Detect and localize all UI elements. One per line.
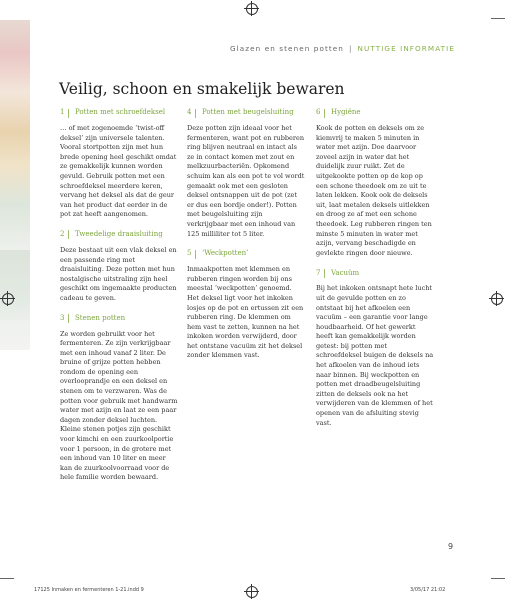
- heading-divider: [324, 109, 325, 118]
- section-body: … of met zogenoemde ‘twist-off deksel’ zijn universele talenten. Vooral stortpotten zijn met hun brede opening heel geschikt omdat ze gemakkelijk kunnen worden gevuld. Gebruik potten met een schroefdeksel meerdere keren, vervang het deksel als dat de geur van het product dat eerder in de pot zat heeft aangenomen.: [60, 124, 177, 219]
- registration-mark-left: [2, 293, 14, 305]
- heading-divider: [68, 109, 69, 118]
- running-head-section: NUTTIGE INFORMATIE: [357, 44, 455, 53]
- section-title: Vacuüm: [331, 268, 360, 277]
- running-head: [230, 44, 455, 53]
- section-number: 7: [316, 268, 321, 277]
- section-body: Deze bestaat uit een vlak deksel en een passende ring met draaisluiting. Deze potten met hun nostalgische uitstraling zijn heel geschikt om ingemaakte producten cadeau te geven.: [60, 245, 177, 302]
- text-column-2: [187, 107, 305, 370]
- section-heading: [60, 313, 178, 325]
- section-body: Kook de potten en deksels om ze kiemvrij te maken 5 minuten in water met azijn. Doe daarvoor zoveel azijn in water dat het duidelijk zuur ruikt. Zet de uitgekookte potten op de kop op een schone theedoek om ze uit te laten lekken. Kook ook de deksels uit, laat metalen deksels uitlekken en droog ze af met een schone theedoek. Leg rubberen ringen ten minste 5 minuten in water met azijn, vervang beschadigde en gevlekte ringen door nieuwe.: [316, 124, 432, 257]
- section-body: Ze worden gebruikt voor het fermenteren. Ze zijn verkrijgbaar met een inhoud vanaf 2 liter. De bruine of grijze potten hebben rondom de opening een overlooprandje en een deksel en stenen om te verzwaren. Was de potten voor gebruik met handwarm water met azijn en laat ze een paar dagen zonder deksel luchten. Kleine stenen potjes zijn geschikt voor kimchi en een zuurkoolportie voor 1 persoon, in de grotere met een inhoud van 10 liter en meer kan de zuurkoolvoorraad voor de hele familie worden bewaard.: [60, 329, 178, 482]
- section-title: Tweedelige draaisluiting: [75, 230, 163, 239]
- section-heading: [187, 107, 305, 119]
- section-body: Deze potten zijn ideaal voor het fermenteren, want pot en rubberen ring blijven neutraal en intact als ze in contact komen met zout en melkzuurbacteriën. Opkomend schuim kan als een pot te vol wordt gemaakt ook met een gesloten deksel ontsnappen uit de pot (zet er dus een bordje onder!). Potten met beugelsluiting zijn verkrijgbaar met een inhoud van 125 milliliter tot 5 liter.: [187, 124, 305, 238]
- section-number: 2: [60, 230, 65, 239]
- section-heading: [60, 229, 178, 241]
- section-1: [60, 107, 178, 220]
- print-slug-file: 17125 Inmaken en fermenteren 1-21.indd 9: [34, 587, 144, 593]
- section-body: Bij het inkoken ontsnapt hete lucht uit de gevulde potten en zo ontstaat bij het afkoelen een vacuüm – een garantie voor lange houdbaarheid. Of het gewerkt heeft kan gemakkelijk worden getest: bij potten met schroefdeksel buigen de deksels na het afkoelen van de inhoud iets naar binnen. Bij weckpotten en potten met draadbeugelsluiting zitten de deksels ook na het verwijderen van de klemmen of het openen van de afsluiting stevig vast.: [316, 284, 434, 427]
- print-slug-date: 3/05/17 21:02: [410, 587, 446, 593]
- section-4: [187, 107, 305, 239]
- heading-divider: [195, 109, 196, 118]
- heading-divider: [68, 314, 69, 323]
- running-head-book: Glazen en stenen potten: [230, 44, 344, 53]
- crop-mark: [491, 578, 505, 579]
- section-heading: [60, 107, 178, 119]
- section-body: Inmaakpotten met klemmen en rubberen ringen worden bij ons meestal ‘weckpotten’ genoemd. Het deksel ligt voor het inkoken losjes op de pot en ertussen zit een rubberen ring. De klemmen om hem vast te zetten, kunnen na het inkoken worden verwijderd, door het ontstane vacuüm zit het deksel zonder klemmen vast.: [187, 265, 304, 360]
- crop-mark: [491, 18, 505, 19]
- registration-mark-bottom: [246, 586, 258, 598]
- section-number: 3: [60, 313, 65, 322]
- section-number: 1: [60, 108, 65, 117]
- section-number: 4: [187, 108, 192, 117]
- section-heading: [187, 248, 305, 260]
- section-7: [316, 267, 434, 428]
- page-title: Veilig, schoon en smakelijk bewaren: [59, 80, 345, 98]
- running-head-separator: |: [348, 44, 353, 53]
- section-heading: [316, 107, 434, 119]
- section-title: Stenen potten: [75, 313, 126, 322]
- section-title: Potten met schroefdeksel: [75, 108, 166, 117]
- section-6: [316, 107, 434, 258]
- heading-divider: [324, 269, 325, 278]
- section-5: [187, 248, 305, 361]
- section-title: ‘Weckpotten’: [202, 249, 249, 258]
- registration-mark-right: [491, 293, 503, 305]
- text-column-1: [60, 107, 178, 492]
- section-2: [60, 229, 178, 304]
- section-title: Hygiëne: [331, 108, 361, 117]
- crop-mark: [0, 578, 14, 579]
- page-number: 9: [448, 542, 454, 551]
- section-title: Potten met beugelsluiting: [202, 108, 294, 117]
- text-column-3: [316, 107, 434, 437]
- heading-divider: [195, 250, 196, 259]
- heading-divider: [68, 230, 69, 239]
- section-number: 5: [187, 249, 192, 258]
- registration-mark-top: [246, 3, 258, 15]
- section-3: [60, 313, 178, 484]
- section-number: 6: [316, 108, 321, 117]
- section-heading: [316, 267, 434, 279]
